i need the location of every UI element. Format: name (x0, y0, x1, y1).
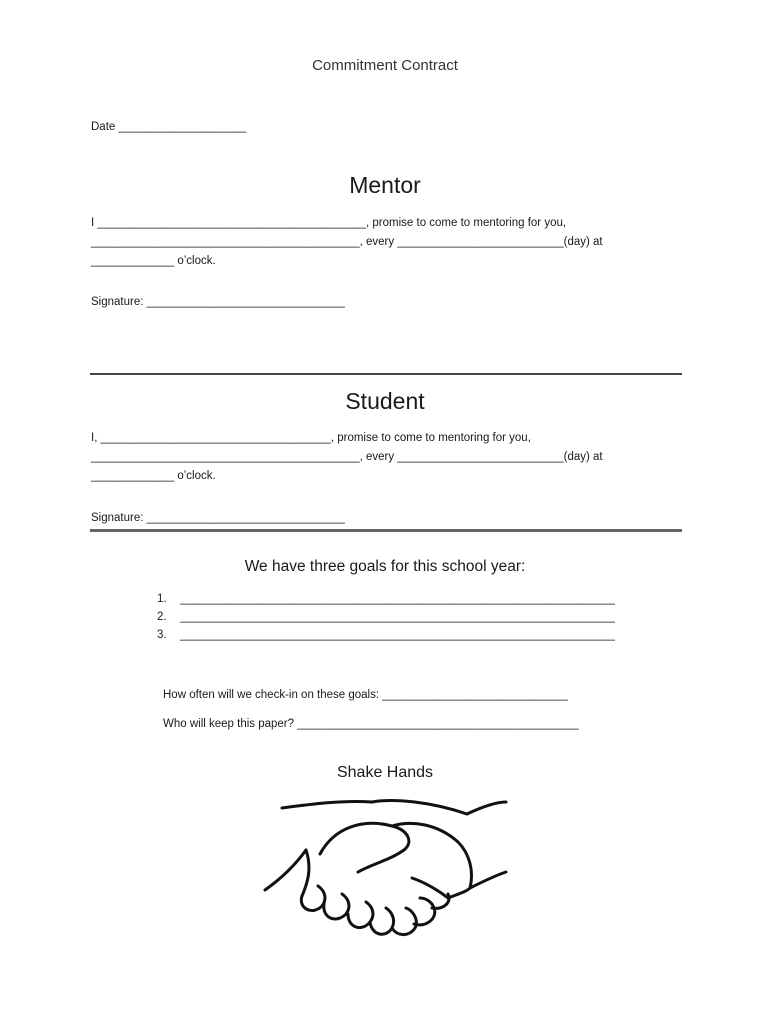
goals-heading: We have three goals for this school year: (244, 558, 526, 575)
mentor-line-1: I __________________________________________, promise to come to mentoring for you, (91, 217, 567, 229)
goal-number: 1. (157, 593, 167, 605)
goal-line: ____________________________________________________________________ (180, 611, 615, 623)
mentor-line-2: __________________________________________, every __________________________(day) at (91, 236, 603, 248)
goal-number: 3. (157, 629, 167, 641)
mentor-heading: Mentor (349, 172, 421, 198)
student-line-2: __________________________________________, every __________________________(day) at (91, 451, 603, 463)
date-field: Date ____________________ (91, 121, 247, 133)
goal-line: ____________________________________________________________________ (180, 629, 615, 641)
section-divider-2 (90, 529, 682, 532)
goal-line: ____________________________________________________________________ (180, 593, 615, 605)
student-line-1: I, ____________________________________, promise to come to mentoring for you, (91, 432, 531, 444)
mentor-line-3: _____________ o’clock. (91, 255, 216, 267)
student-signature: Signature: _______________________________ (91, 512, 345, 524)
checkin-question: How often will we check-in on these goals: _____________________________ (163, 689, 568, 701)
section-divider (90, 373, 682, 375)
student-heading: Student (345, 388, 425, 414)
keeper-question: Who will keep this paper? ____________________________________________ (163, 718, 579, 730)
student-line-3: _____________ o’clock. (91, 470, 216, 482)
mentor-signature: Signature: _______________________________ (91, 296, 345, 308)
document-title: Commitment Contract (312, 57, 458, 74)
shake-hands-heading: Shake Hands (336, 764, 434, 781)
handshake-icon (262, 798, 508, 946)
goal-number: 2. (157, 611, 167, 623)
